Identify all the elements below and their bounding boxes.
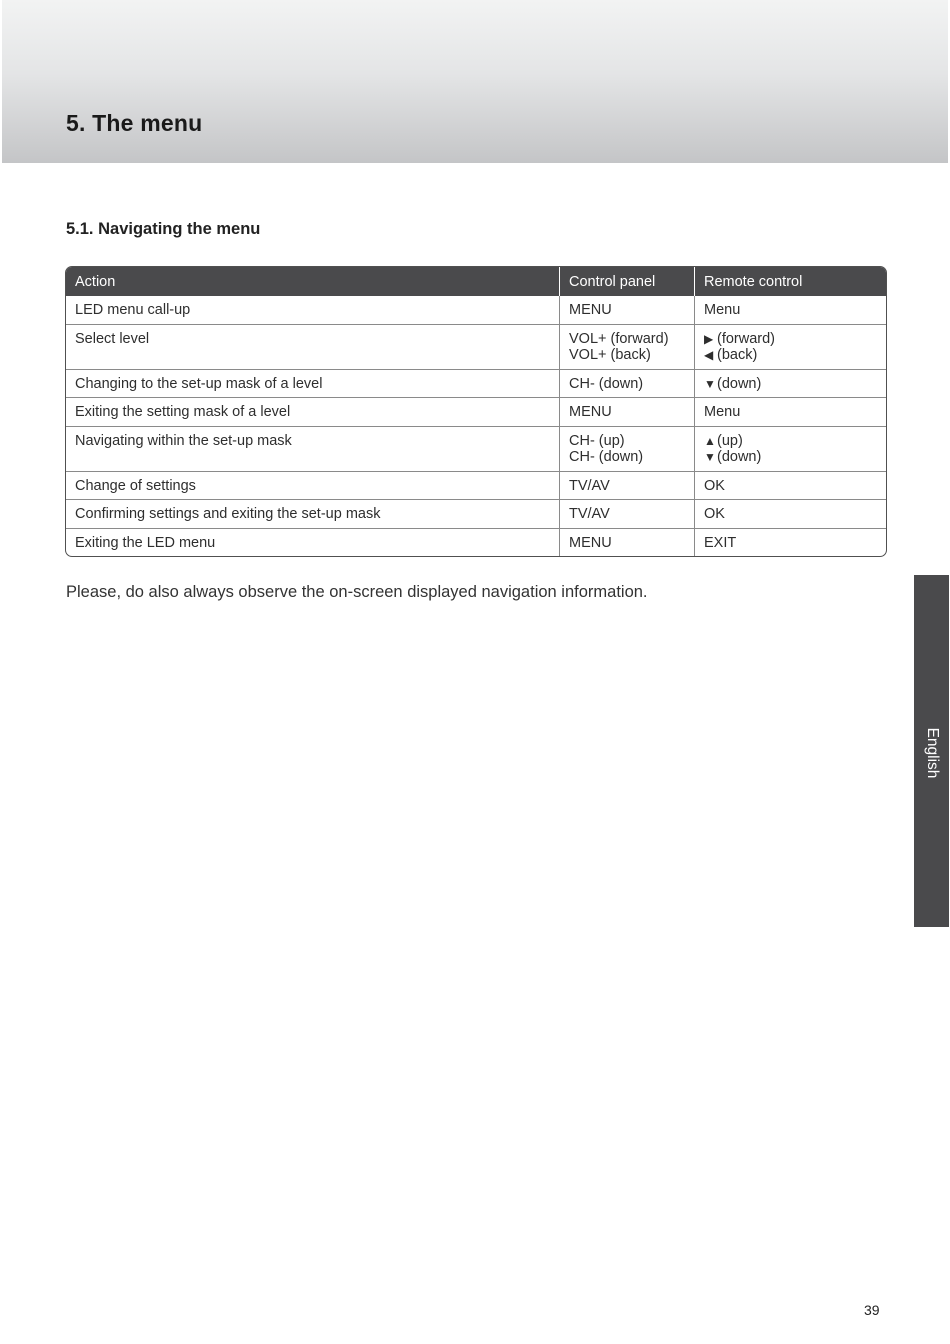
table-header-row: [66, 267, 886, 296]
remote-control-value: (down): [717, 375, 762, 392]
remote-control-entry: [704, 433, 877, 450]
remote-control-value: OK: [704, 506, 725, 522]
control-panel-value: CH- (up): [569, 432, 625, 449]
control-panel-value: CH- (down): [569, 449, 644, 465]
remote-control-cell: [694, 426, 886, 471]
remote-control-entry: [704, 506, 877, 523]
navigation-note: Please, do also always observe the on-screen displayed navigation information.: [66, 583, 648, 601]
remote-control-value: (forward): [717, 330, 776, 347]
triangle-down-icon: ▼: [704, 450, 716, 464]
table-body: [66, 296, 886, 556]
remote-control-value: EXIT: [704, 534, 737, 551]
action-cell: LED menu call-up: [75, 302, 191, 318]
control-panel-cell: [559, 369, 694, 398]
remote-control-entry: [704, 331, 877, 348]
remote-control-cell: [694, 471, 886, 500]
remote-control-value: Menu: [704, 404, 741, 420]
table-row: [66, 296, 886, 324]
language-side-tab: [914, 575, 949, 927]
header-band: [2, 0, 948, 163]
chapter-title: 5. The menu: [66, 110, 203, 136]
table-row: [66, 397, 886, 426]
control-panel-value: TV/AV: [569, 506, 610, 522]
remote-control-entry: [704, 478, 877, 495]
remote-control-value: OK: [704, 477, 725, 494]
control-panel-value: MENU: [569, 534, 612, 551]
section-title: 5.1. Navigating the menu: [66, 220, 261, 238]
remote-control-value: (down): [717, 449, 762, 465]
remote-control-cell: [694, 369, 886, 398]
remote-control-value: Menu: [704, 302, 741, 318]
table-row: [66, 324, 886, 369]
remote-control-cell: [694, 499, 886, 528]
remote-control-entry: [704, 449, 877, 466]
control-panel-cell: [559, 426, 694, 471]
control-panel-value: VOL+ (back): [569, 347, 651, 363]
action-cell: Confirming settings and exiting the set-up mask: [66, 499, 559, 528]
table-row: [66, 499, 886, 528]
remote-control-cell: [694, 528, 886, 557]
remote-control-entry: [704, 302, 877, 319]
action-cell: Exiting the setting mask of a level: [66, 397, 559, 426]
action-cell: Changing to the set-up mask of a level: [66, 369, 559, 398]
control-panel-cell: [559, 528, 694, 557]
remote-control-cell: [694, 296, 886, 324]
column-header-remote-control: Remote control: [694, 267, 886, 296]
control-panel-value: VOL+ (forward): [569, 330, 669, 347]
remote-control-entry: [704, 347, 877, 364]
triangle-down-icon: ▼: [704, 376, 716, 391]
control-panel-value: TV/AV: [569, 477, 610, 494]
triangle-right-icon: ▶: [704, 331, 714, 346]
control-panel-cell: [559, 499, 694, 528]
control-panel-value: CH- (down): [569, 375, 644, 392]
action-cell: Exiting the LED menu: [66, 528, 559, 557]
remote-control-value: (up): [717, 432, 743, 449]
control-panel-cell: [559, 397, 694, 426]
remote-control-value: (back): [717, 347, 758, 363]
remote-control-entry: [704, 535, 877, 552]
page-number: 39: [864, 1302, 880, 1318]
table-row: [66, 426, 886, 471]
control-panel-cell: [559, 324, 694, 369]
control-panel-cell: [559, 296, 694, 324]
column-header-control-panel: Control panel: [559, 267, 694, 296]
table-row: [66, 528, 886, 557]
triangle-up-icon: ▲: [704, 433, 716, 448]
action-cell: Select level: [66, 324, 559, 369]
remote-control-entry: [704, 376, 877, 393]
action-cell: Navigating within the set-up mask: [66, 426, 559, 471]
language-tab-label: English: [923, 727, 941, 779]
column-header-action: Action: [66, 267, 559, 296]
table-row: [66, 471, 886, 500]
table-row: [66, 369, 886, 398]
control-panel-value: MENU: [569, 404, 612, 420]
remote-control-cell: [694, 324, 886, 369]
remote-control-cell: [694, 397, 886, 426]
action-cell: Change of settings: [66, 471, 559, 500]
control-panel-value: MENU: [569, 302, 612, 318]
remote-control-entry: [704, 404, 877, 421]
control-panel-cell: [559, 471, 694, 500]
navigation-table: [65, 266, 887, 557]
triangle-left-icon: ◀: [704, 348, 714, 362]
